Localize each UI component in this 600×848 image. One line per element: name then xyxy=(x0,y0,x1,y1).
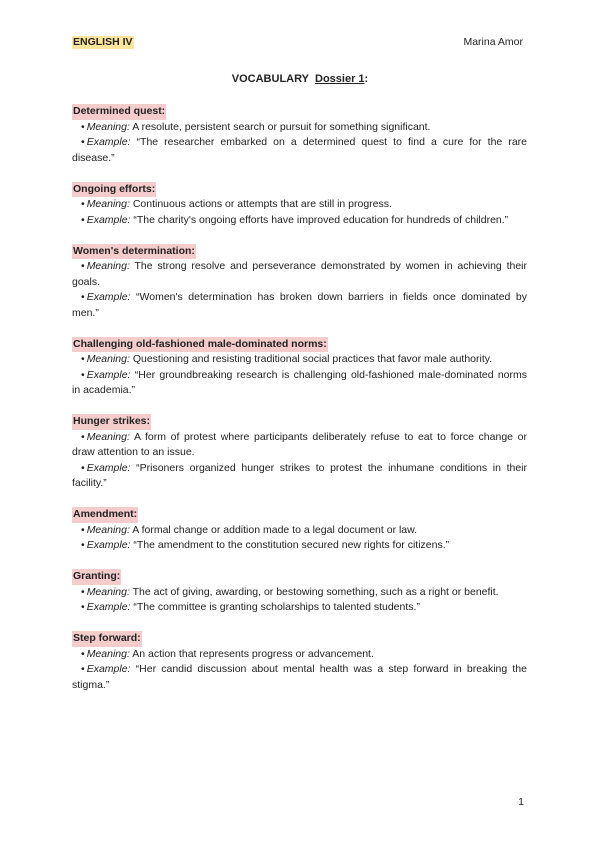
meaning-text: A resolute, persistent search or pursuit for something significant. xyxy=(132,120,431,133)
example-text: “Her groundbreaking research is challenging old-fashioned male-dominated norms in academia.” xyxy=(72,368,527,396)
meaning-text: Continuous actions or attempts that are still in progress. xyxy=(132,198,392,210)
term-heading: Challenging old-fashioned male-dominated norms: xyxy=(72,337,328,353)
bullet-icon: • xyxy=(81,461,85,474)
vocabulary-entry xyxy=(72,631,527,693)
example-text: “The amendment to the constitution secured new rights for citizens.” xyxy=(133,539,450,551)
example-line xyxy=(72,368,527,399)
example-text: “Her candid discussion about mental health was a step forward in breaking the stigma.” xyxy=(72,663,527,691)
bullet-icon: • xyxy=(81,120,85,133)
meaning-line xyxy=(72,352,527,368)
example-line xyxy=(72,600,527,616)
meaning-line xyxy=(72,197,527,213)
bullet-icon: • xyxy=(81,663,85,675)
example-label: Example: xyxy=(86,663,131,675)
example-label: Example: xyxy=(86,291,131,303)
bullet-icon: • xyxy=(81,136,85,148)
meaning-label: Meaning: xyxy=(86,353,130,365)
example-line xyxy=(72,290,527,321)
example-label: Example: xyxy=(86,461,131,474)
term-heading: Women's determination: xyxy=(72,244,196,260)
vocabulary-entry xyxy=(72,104,527,166)
example-label: Example: xyxy=(86,368,131,381)
title-main: VOCABULARY xyxy=(231,73,309,85)
meaning-line xyxy=(72,120,527,136)
example-label: Example: xyxy=(86,136,131,148)
example-text: “The researcher embarked on a determined quest to find a cure for the rare disease.” xyxy=(72,136,527,164)
author-name: Marina Amor xyxy=(463,36,523,48)
bullet-icon: • xyxy=(81,647,85,660)
title-dossier: Dossier 1 xyxy=(315,73,365,85)
meaning-label: Meaning: xyxy=(86,120,130,133)
bullet-icon: • xyxy=(81,430,85,443)
meaning-line xyxy=(72,523,527,539)
term-heading: Determined quest: xyxy=(72,104,166,120)
vocabulary-entry xyxy=(72,569,527,616)
meaning-label: Meaning: xyxy=(86,198,130,210)
example-label: Example: xyxy=(86,601,131,613)
example-label: Example: xyxy=(86,539,131,551)
term-heading: Amendment: xyxy=(72,507,138,523)
meaning-label: Meaning: xyxy=(86,430,130,443)
bullet-icon: • xyxy=(81,523,85,536)
example-line xyxy=(72,662,527,693)
bullet-icon: • xyxy=(81,585,85,598)
example-line xyxy=(72,213,527,229)
bullet-icon: • xyxy=(81,260,85,272)
vocabulary-entry xyxy=(72,507,527,554)
example-line xyxy=(72,461,527,492)
meaning-text: A formal change or addition made to a legal document or law. xyxy=(132,523,418,536)
meaning-label: Meaning: xyxy=(86,585,130,598)
meaning-line xyxy=(72,430,527,461)
page-number: 1 xyxy=(518,796,524,808)
course-label: ENGLISH IV xyxy=(73,36,133,48)
meaning-text: An action that represents progress or advancement. xyxy=(132,647,374,660)
meaning-line xyxy=(72,585,527,601)
bullet-icon: • xyxy=(81,213,85,226)
meaning-text: The act of giving, awarding, or bestowing something, such as a right or benefit. xyxy=(132,585,499,598)
meaning-label: Meaning: xyxy=(86,647,130,660)
meaning-line xyxy=(72,647,527,663)
meaning-text: A form of protest where participants deliberately refuse to eat to force change or draw attention to an issue. xyxy=(72,430,527,458)
bullet-icon: • xyxy=(81,539,85,551)
meaning-text: The strong resolve and perseverance demonstrated by women in achieving their goals. xyxy=(72,260,527,288)
vocabulary-entry xyxy=(72,182,527,229)
example-label: Example: xyxy=(86,213,131,226)
bullet-icon: • xyxy=(81,353,85,365)
meaning-label: Meaning: xyxy=(86,260,130,272)
meaning-line xyxy=(72,259,527,290)
term-heading: Hunger strikes: xyxy=(72,414,151,430)
meaning-text: Questioning and resisting traditional social practices that favor male authority. xyxy=(132,353,493,365)
term-heading: Ongoing efforts: xyxy=(72,182,156,198)
bullet-icon: • xyxy=(81,291,85,303)
example-text: “Prisoners organized hunger strikes to protest the inhumane conditions in their facility.” xyxy=(72,461,527,489)
title-suffix: : xyxy=(364,73,369,85)
example-text: “The committee is granting scholarships to talented students.” xyxy=(133,601,420,613)
vocabulary-entry xyxy=(72,244,527,322)
term-heading: Step forward: xyxy=(72,631,142,647)
bullet-icon: • xyxy=(81,601,85,613)
page-title xyxy=(0,72,600,86)
example-line xyxy=(72,135,527,166)
term-heading: Granting: xyxy=(72,569,121,585)
example-text: “Women's determination has broken down barriers in fields once dominated by men.” xyxy=(72,291,528,319)
meaning-label: Meaning: xyxy=(86,523,130,536)
bullet-icon: • xyxy=(81,368,85,381)
example-line xyxy=(72,538,527,554)
bullet-icon: • xyxy=(81,198,85,210)
vocabulary-list xyxy=(72,104,527,709)
vocabulary-entry xyxy=(72,414,527,492)
example-text: “The charity's ongoing efforts have improved education for hundreds of children.” xyxy=(133,213,509,226)
vocabulary-entry xyxy=(72,337,527,399)
